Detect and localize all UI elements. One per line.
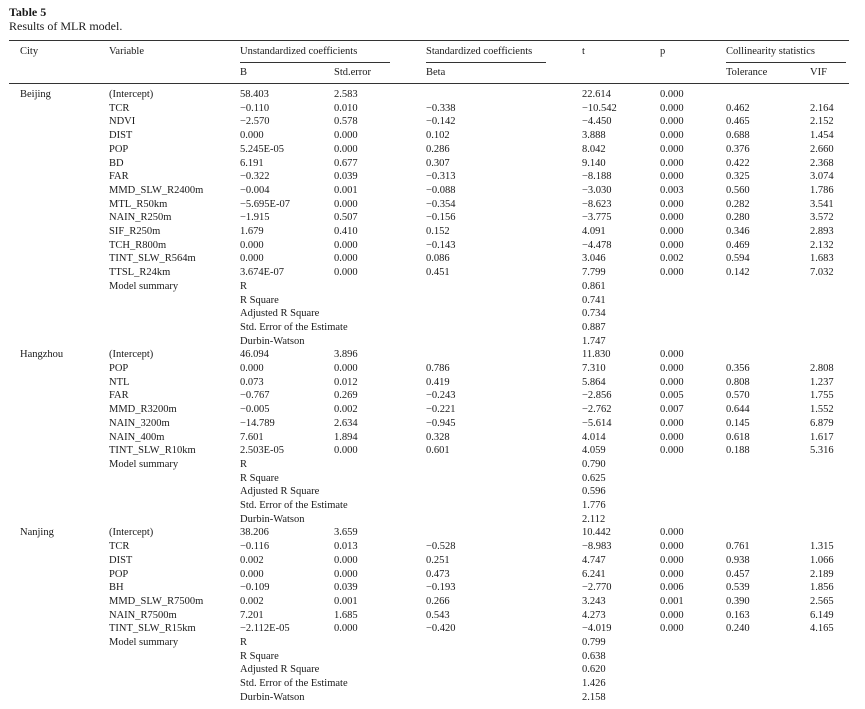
variable-cell: NDVI bbox=[109, 116, 136, 128]
t-cell: −3.030 bbox=[582, 184, 612, 196]
b-cell: −1.915 bbox=[240, 212, 270, 224]
header-collinearity: Collinearity statistics bbox=[726, 46, 815, 57]
p-cell: 0.000 bbox=[660, 157, 684, 169]
table-title: Results of MLR model. bbox=[9, 19, 123, 33]
variable-cell: TCR bbox=[109, 541, 130, 553]
p-cell: 0.000 bbox=[660, 376, 684, 388]
p-cell: 0.000 bbox=[660, 623, 684, 635]
variable-cell: DIST bbox=[109, 130, 133, 142]
summary-value: 1.776 bbox=[582, 500, 606, 511]
b-cell: 7.201 bbox=[240, 609, 264, 621]
b-cell: −2.570 bbox=[240, 116, 270, 128]
city-label: Beijing bbox=[20, 89, 51, 100]
p-cell: 0.000 bbox=[660, 609, 684, 621]
p-cell: 0.000 bbox=[660, 239, 684, 251]
vif-cell: 3.541 bbox=[810, 198, 834, 210]
t-cell: −2.762 bbox=[582, 404, 612, 416]
t-cell: −4.019 bbox=[582, 623, 612, 635]
summary-value: 0.790 bbox=[582, 458, 606, 470]
summary-value: 0.620 bbox=[582, 664, 606, 676]
vif-cell: 4.165 bbox=[810, 623, 834, 635]
tolerance-cell: 0.325 bbox=[726, 171, 750, 183]
t-cell: −8.188 bbox=[582, 171, 612, 183]
t-cell: 5.864 bbox=[582, 376, 606, 388]
b-cell: 5.245E-05 bbox=[240, 143, 285, 155]
beta-cell: 0.266 bbox=[426, 595, 450, 607]
summary-value: 0.861 bbox=[582, 280, 606, 292]
t-cell: −8.983 bbox=[582, 541, 612, 553]
tolerance-cell: 0.240 bbox=[726, 623, 750, 635]
std-error-cell: 0.012 bbox=[334, 376, 358, 388]
vif-cell: 2.893 bbox=[810, 226, 834, 237]
std-error-cell: 0.013 bbox=[334, 541, 358, 553]
variable-cell: TTSL_R24km bbox=[109, 267, 171, 279]
b-cell: 0.073 bbox=[240, 376, 264, 388]
beta-cell: 0.328 bbox=[426, 431, 450, 443]
t-cell: −8.623 bbox=[582, 198, 612, 210]
std-error-cell: 2.583 bbox=[334, 89, 358, 100]
tolerance-cell: 0.346 bbox=[726, 226, 750, 237]
b-cell: 1.679 bbox=[240, 226, 264, 237]
beta-cell: 0.419 bbox=[426, 376, 450, 388]
summary-value: 0.799 bbox=[582, 637, 606, 648]
b-cell: −0.109 bbox=[240, 582, 270, 594]
b-cell: −0.322 bbox=[240, 171, 270, 183]
t-cell: −4.450 bbox=[582, 116, 612, 128]
summary-stat: Durbin-Watson bbox=[240, 513, 305, 525]
summary-stat: Std. Error of the Estimate bbox=[240, 678, 348, 690]
t-cell: −10.542 bbox=[582, 102, 617, 114]
city-label: Nanjing bbox=[20, 527, 54, 539]
summary-stat: Std. Error of the Estimate bbox=[240, 500, 348, 511]
std-error-cell: 0.000 bbox=[334, 253, 358, 265]
std-error-cell: 1.685 bbox=[334, 609, 358, 621]
summary-value: 0.741 bbox=[582, 294, 606, 306]
p-cell: 0.000 bbox=[660, 130, 684, 142]
p-cell: 0.000 bbox=[660, 267, 684, 279]
t-cell: 11.830 bbox=[582, 349, 611, 361]
p-cell: 0.006 bbox=[660, 582, 684, 594]
beta-cell: −0.143 bbox=[426, 239, 456, 251]
tolerance-cell: 0.422 bbox=[726, 157, 750, 169]
beta-cell: −0.088 bbox=[426, 184, 456, 196]
variable-cell: MTL_R50km bbox=[109, 198, 168, 210]
std-error-cell: 0.000 bbox=[334, 623, 358, 635]
table-caption bbox=[9, 5, 122, 33]
b-cell: 0.000 bbox=[240, 239, 264, 251]
t-cell: 8.042 bbox=[582, 143, 606, 155]
tolerance-cell: 0.539 bbox=[726, 582, 750, 594]
summary-stat: R bbox=[240, 458, 248, 470]
beta-cell: −0.313 bbox=[426, 171, 456, 183]
p-cell: 0.000 bbox=[660, 363, 684, 374]
variable-cell: FAR bbox=[109, 390, 129, 402]
beta-cell: −0.193 bbox=[426, 582, 456, 594]
p-cell: 0.000 bbox=[660, 417, 684, 429]
header-t: t bbox=[582, 46, 585, 57]
t-cell: 7.310 bbox=[582, 363, 606, 374]
vif-cell: 3.572 bbox=[810, 212, 834, 224]
variable-cell: POP bbox=[109, 363, 129, 374]
beta-cell: −0.528 bbox=[426, 541, 456, 553]
unstd-subrule bbox=[240, 62, 390, 63]
variable-cell: POP bbox=[109, 568, 129, 580]
tolerance-cell: 0.469 bbox=[726, 239, 750, 251]
header-variable: Variable bbox=[109, 46, 144, 57]
t-cell: 3.888 bbox=[582, 130, 606, 142]
std-error-cell: 0.000 bbox=[334, 267, 358, 279]
t-cell: 3.243 bbox=[582, 595, 606, 607]
beta-cell: −0.142 bbox=[426, 116, 456, 128]
variable-cell: POP bbox=[109, 143, 129, 155]
variable-cell: DIST bbox=[109, 554, 133, 566]
tolerance-cell: 0.376 bbox=[726, 143, 750, 155]
table-label: Table 5 bbox=[9, 5, 47, 19]
t-cell: 6.241 bbox=[582, 568, 606, 580]
vif-cell: 1.786 bbox=[810, 184, 834, 196]
vif-cell: 1.683 bbox=[810, 253, 834, 265]
b-cell: 46.094 bbox=[240, 349, 269, 361]
vif-cell: 1.454 bbox=[810, 130, 834, 142]
variable-cell: NTL bbox=[109, 376, 130, 388]
tolerance-cell: 0.618 bbox=[726, 431, 750, 443]
tolerance-cell: 0.688 bbox=[726, 130, 750, 142]
b-cell: −0.005 bbox=[240, 404, 270, 416]
t-cell: −2.856 bbox=[582, 390, 612, 402]
t-cell: 10.442 bbox=[582, 527, 611, 539]
summary-stat: R bbox=[240, 637, 248, 648]
vif-cell: 7.032 bbox=[810, 267, 834, 279]
p-cell: 0.000 bbox=[660, 171, 684, 183]
vif-cell: 2.660 bbox=[810, 143, 834, 155]
std-error-cell: 0.000 bbox=[334, 363, 358, 374]
b-cell: 38.206 bbox=[240, 527, 269, 539]
std-error-cell: 0.507 bbox=[334, 212, 358, 224]
p-cell: 0.000 bbox=[660, 445, 684, 457]
header-beta: Beta bbox=[426, 67, 446, 78]
std-error-cell: 0.001 bbox=[334, 184, 358, 196]
beta-cell: 0.473 bbox=[426, 568, 450, 580]
beta-cell: 0.543 bbox=[426, 609, 450, 621]
variable-cell: TCR bbox=[109, 102, 130, 114]
tolerance-cell: 0.761 bbox=[726, 541, 750, 553]
vif-cell: 2.368 bbox=[810, 157, 834, 169]
p-cell: 0.005 bbox=[660, 390, 684, 402]
vif-cell: 1.856 bbox=[810, 582, 834, 594]
vif-cell: 2.808 bbox=[810, 363, 834, 374]
b-cell: 3.674E-07 bbox=[240, 267, 285, 279]
variable-cell: NAIN_3200m bbox=[109, 417, 170, 429]
tolerance-cell: 0.142 bbox=[726, 267, 750, 279]
std-error-cell: 1.894 bbox=[334, 431, 358, 443]
std-error-cell: 0.677 bbox=[334, 157, 358, 169]
beta-cell: −0.354 bbox=[426, 198, 456, 210]
tolerance-cell: 0.570 bbox=[726, 390, 750, 402]
header-rule bbox=[9, 83, 849, 84]
beta-cell: −0.338 bbox=[426, 102, 456, 114]
header-unstandardized: Unstandardized coefficients bbox=[240, 46, 358, 57]
std-error-cell: 3.896 bbox=[334, 349, 358, 361]
summary-stat: Adjusted R Square bbox=[240, 308, 320, 320]
p-cell: 0.000 bbox=[660, 349, 684, 361]
p-cell: 0.000 bbox=[660, 89, 684, 100]
vif-cell: 1.552 bbox=[810, 404, 834, 416]
t-cell: −3.775 bbox=[582, 212, 612, 224]
p-cell: 0.000 bbox=[660, 198, 684, 210]
t-cell: −5.614 bbox=[582, 417, 612, 429]
beta-cell: 0.451 bbox=[426, 267, 450, 279]
header-b: B bbox=[240, 67, 248, 78]
variable-cell: BD bbox=[109, 157, 124, 169]
summary-stat: R Square bbox=[240, 650, 279, 662]
std-error-cell: 0.000 bbox=[334, 143, 358, 155]
tolerance-cell: 0.560 bbox=[726, 184, 750, 196]
p-cell: 0.000 bbox=[660, 102, 684, 114]
variable-cell: MMD_R3200m bbox=[109, 404, 177, 416]
b-cell: −0.767 bbox=[240, 390, 270, 402]
b-cell: −2.112E-05 bbox=[240, 623, 290, 635]
b-cell: 0.000 bbox=[240, 568, 264, 580]
variable-cell: NAIN_400m bbox=[109, 431, 165, 443]
variable-cell: TINT_SLW_R10km bbox=[109, 445, 196, 457]
beta-cell: 0.086 bbox=[426, 253, 450, 265]
tolerance-cell: 0.356 bbox=[726, 363, 750, 374]
vif-cell: 1.617 bbox=[810, 431, 834, 443]
beta-cell: −0.945 bbox=[426, 417, 456, 429]
header-p: p bbox=[660, 46, 666, 57]
t-cell: −4.478 bbox=[582, 239, 612, 251]
vif-cell: 2.164 bbox=[810, 102, 834, 114]
summary-stat: Adjusted R Square bbox=[240, 486, 320, 498]
summary-value: 1.426 bbox=[582, 678, 606, 690]
header-standardized: Standardized coefficients bbox=[426, 46, 533, 57]
variable-cell: (Intercept) bbox=[109, 89, 154, 100]
b-cell: −0.110 bbox=[240, 102, 270, 114]
std-error-cell: 0.039 bbox=[334, 171, 358, 183]
summary-value: 0.887 bbox=[582, 321, 606, 333]
variable-cell: TINT_SLW_R15km bbox=[109, 623, 196, 635]
tolerance-cell: 0.282 bbox=[726, 198, 750, 210]
b-cell: 7.601 bbox=[240, 431, 264, 443]
t-cell: −2.770 bbox=[582, 582, 612, 594]
b-cell: 0.002 bbox=[240, 595, 264, 607]
b-cell: 0.000 bbox=[240, 363, 264, 374]
tolerance-cell: 0.644 bbox=[726, 404, 750, 416]
summary-stat: Durbin-Watson bbox=[240, 691, 305, 703]
summary-stat: Adjusted R Square bbox=[240, 664, 320, 676]
t-cell: 4.059 bbox=[582, 445, 606, 457]
p-cell: 0.000 bbox=[660, 541, 684, 553]
b-cell: 0.000 bbox=[240, 130, 264, 142]
beta-cell: 0.786 bbox=[426, 363, 450, 374]
std-error-cell: 0.002 bbox=[334, 404, 358, 416]
b-cell: 0.002 bbox=[240, 554, 264, 566]
tolerance-cell: 0.465 bbox=[726, 116, 750, 128]
tolerance-cell: 0.594 bbox=[726, 253, 750, 265]
std-error-cell: 0.410 bbox=[334, 226, 358, 237]
std-error-cell: 0.010 bbox=[334, 102, 358, 114]
city-label: Hangzhou bbox=[20, 349, 64, 361]
p-cell: 0.000 bbox=[660, 554, 684, 566]
summary-stat: R Square bbox=[240, 294, 279, 306]
summary-stat: Std. Error of the Estimate bbox=[240, 321, 348, 333]
p-cell: 0.000 bbox=[660, 527, 684, 539]
std-error-cell: 0.578 bbox=[334, 116, 358, 128]
std-error-cell: 2.634 bbox=[334, 417, 358, 429]
p-cell: 0.000 bbox=[660, 226, 684, 237]
beta-cell: −0.221 bbox=[426, 404, 456, 416]
variable-cell: MMD_SLW_R7500m bbox=[109, 595, 204, 607]
std-subrule bbox=[426, 62, 546, 63]
vif-cell: 2.565 bbox=[810, 595, 834, 607]
summary-value: 0.596 bbox=[582, 486, 606, 498]
p-cell: 0.000 bbox=[660, 568, 684, 580]
std-error-cell: 0.001 bbox=[334, 595, 358, 607]
p-cell: 0.002 bbox=[660, 253, 684, 265]
p-cell: 0.001 bbox=[660, 595, 684, 607]
beta-cell: −0.156 bbox=[426, 212, 456, 224]
p-cell: 0.003 bbox=[660, 184, 684, 196]
std-error-cell: 0.269 bbox=[334, 390, 358, 402]
vif-cell: 2.132 bbox=[810, 239, 834, 251]
summary-value: 2.112 bbox=[582, 513, 606, 525]
header-city: City bbox=[20, 46, 39, 57]
variable-cell: NAIN_R7500m bbox=[109, 609, 177, 621]
b-cell: −5.695E-07 bbox=[240, 198, 290, 210]
vif-cell: 2.152 bbox=[810, 116, 834, 128]
summary-stat: Durbin-Watson bbox=[240, 335, 305, 347]
beta-cell: 0.251 bbox=[426, 554, 450, 566]
vif-cell: 1.315 bbox=[810, 541, 834, 553]
tolerance-cell: 0.457 bbox=[726, 568, 750, 580]
variable-cell: (Intercept) bbox=[109, 349, 154, 361]
header-tolerance: Tolerance bbox=[726, 67, 768, 78]
beta-cell: −0.243 bbox=[426, 390, 456, 402]
summary-value: 0.638 bbox=[582, 650, 606, 662]
summary-value: 1.747 bbox=[582, 335, 606, 347]
vif-cell: 3.074 bbox=[810, 171, 834, 183]
variable-cell: MMD_SLW_R2400m bbox=[109, 184, 204, 196]
variable-cell: BH bbox=[109, 582, 124, 594]
summary-label: Model summary bbox=[109, 280, 179, 292]
variable-cell: NAIN_R250m bbox=[109, 212, 172, 224]
vif-cell: 2.189 bbox=[810, 568, 834, 580]
summary-label: Model summary bbox=[109, 458, 179, 470]
beta-cell: 0.102 bbox=[426, 130, 450, 142]
b-cell: −14.789 bbox=[240, 417, 275, 429]
top-rule bbox=[9, 40, 849, 41]
b-cell: −0.116 bbox=[240, 541, 270, 553]
beta-cell: 0.286 bbox=[426, 143, 450, 155]
beta-cell: −0.420 bbox=[426, 623, 456, 635]
b-cell: −0.004 bbox=[240, 184, 270, 196]
variable-cell: TINT_SLW_R564m bbox=[109, 253, 196, 265]
t-cell: 7.799 bbox=[582, 267, 606, 279]
header-vif: VIF bbox=[810, 67, 827, 78]
p-cell: 0.000 bbox=[660, 116, 684, 128]
std-error-cell: 0.039 bbox=[334, 582, 358, 594]
t-cell: 4.091 bbox=[582, 226, 606, 237]
std-error-cell: 0.000 bbox=[334, 568, 358, 580]
t-cell: 3.046 bbox=[582, 253, 606, 265]
tolerance-cell: 0.145 bbox=[726, 417, 750, 429]
vif-cell: 1.755 bbox=[810, 390, 834, 402]
t-cell: 9.140 bbox=[582, 157, 606, 169]
vif-cell: 6.879 bbox=[810, 417, 834, 429]
tolerance-cell: 0.938 bbox=[726, 554, 750, 566]
t-cell: 4.747 bbox=[582, 554, 606, 566]
tolerance-cell: 0.188 bbox=[726, 445, 750, 457]
vif-cell: 5.316 bbox=[810, 445, 834, 457]
p-cell: 0.000 bbox=[660, 212, 684, 224]
summary-stat: R bbox=[240, 280, 248, 292]
beta-cell: 0.307 bbox=[426, 157, 450, 169]
b-cell: 2.503E-05 bbox=[240, 445, 285, 457]
b-cell: 58.403 bbox=[240, 89, 269, 100]
std-error-cell: 0.000 bbox=[334, 554, 358, 566]
beta-cell: 0.152 bbox=[426, 226, 450, 237]
summary-value: 0.734 bbox=[582, 308, 606, 320]
tolerance-cell: 0.462 bbox=[726, 102, 750, 114]
b-cell: 6.191 bbox=[240, 157, 264, 169]
std-error-cell: 3.659 bbox=[334, 527, 358, 539]
std-error-cell: 0.000 bbox=[334, 445, 358, 457]
summary-stat: R Square bbox=[240, 472, 279, 484]
std-error-cell: 0.000 bbox=[334, 130, 358, 142]
variable-cell: FAR bbox=[109, 171, 129, 183]
p-cell: 0.000 bbox=[660, 431, 684, 443]
vif-cell: 1.237 bbox=[810, 376, 834, 388]
t-cell: 22.614 bbox=[582, 89, 611, 100]
summary-value: 0.625 bbox=[582, 472, 606, 484]
tolerance-cell: 0.390 bbox=[726, 595, 750, 607]
variable-cell: SIF_R250m bbox=[109, 226, 161, 237]
tolerance-cell: 0.280 bbox=[726, 212, 750, 224]
t-cell: 4.273 bbox=[582, 609, 606, 621]
std-error-cell: 0.000 bbox=[334, 198, 358, 210]
beta-cell: 0.601 bbox=[426, 445, 450, 457]
summary-label: Model summary bbox=[109, 637, 179, 648]
summary-value: 2.158 bbox=[582, 691, 606, 703]
collin-subrule bbox=[726, 62, 846, 63]
t-cell: 4.014 bbox=[582, 431, 606, 443]
variable-cell: (Intercept) bbox=[109, 527, 154, 539]
tolerance-cell: 0.808 bbox=[726, 376, 750, 388]
variable-cell: TCH_R800m bbox=[109, 239, 167, 251]
std-error-cell: 0.000 bbox=[334, 239, 358, 251]
vif-cell: 1.066 bbox=[810, 554, 834, 566]
tolerance-cell: 0.163 bbox=[726, 609, 750, 621]
p-cell: 0.007 bbox=[660, 404, 684, 416]
p-cell: 0.000 bbox=[660, 143, 684, 155]
vif-cell: 6.149 bbox=[810, 609, 834, 621]
b-cell: 0.000 bbox=[240, 253, 264, 265]
header-std-error: Std.error bbox=[334, 67, 372, 78]
